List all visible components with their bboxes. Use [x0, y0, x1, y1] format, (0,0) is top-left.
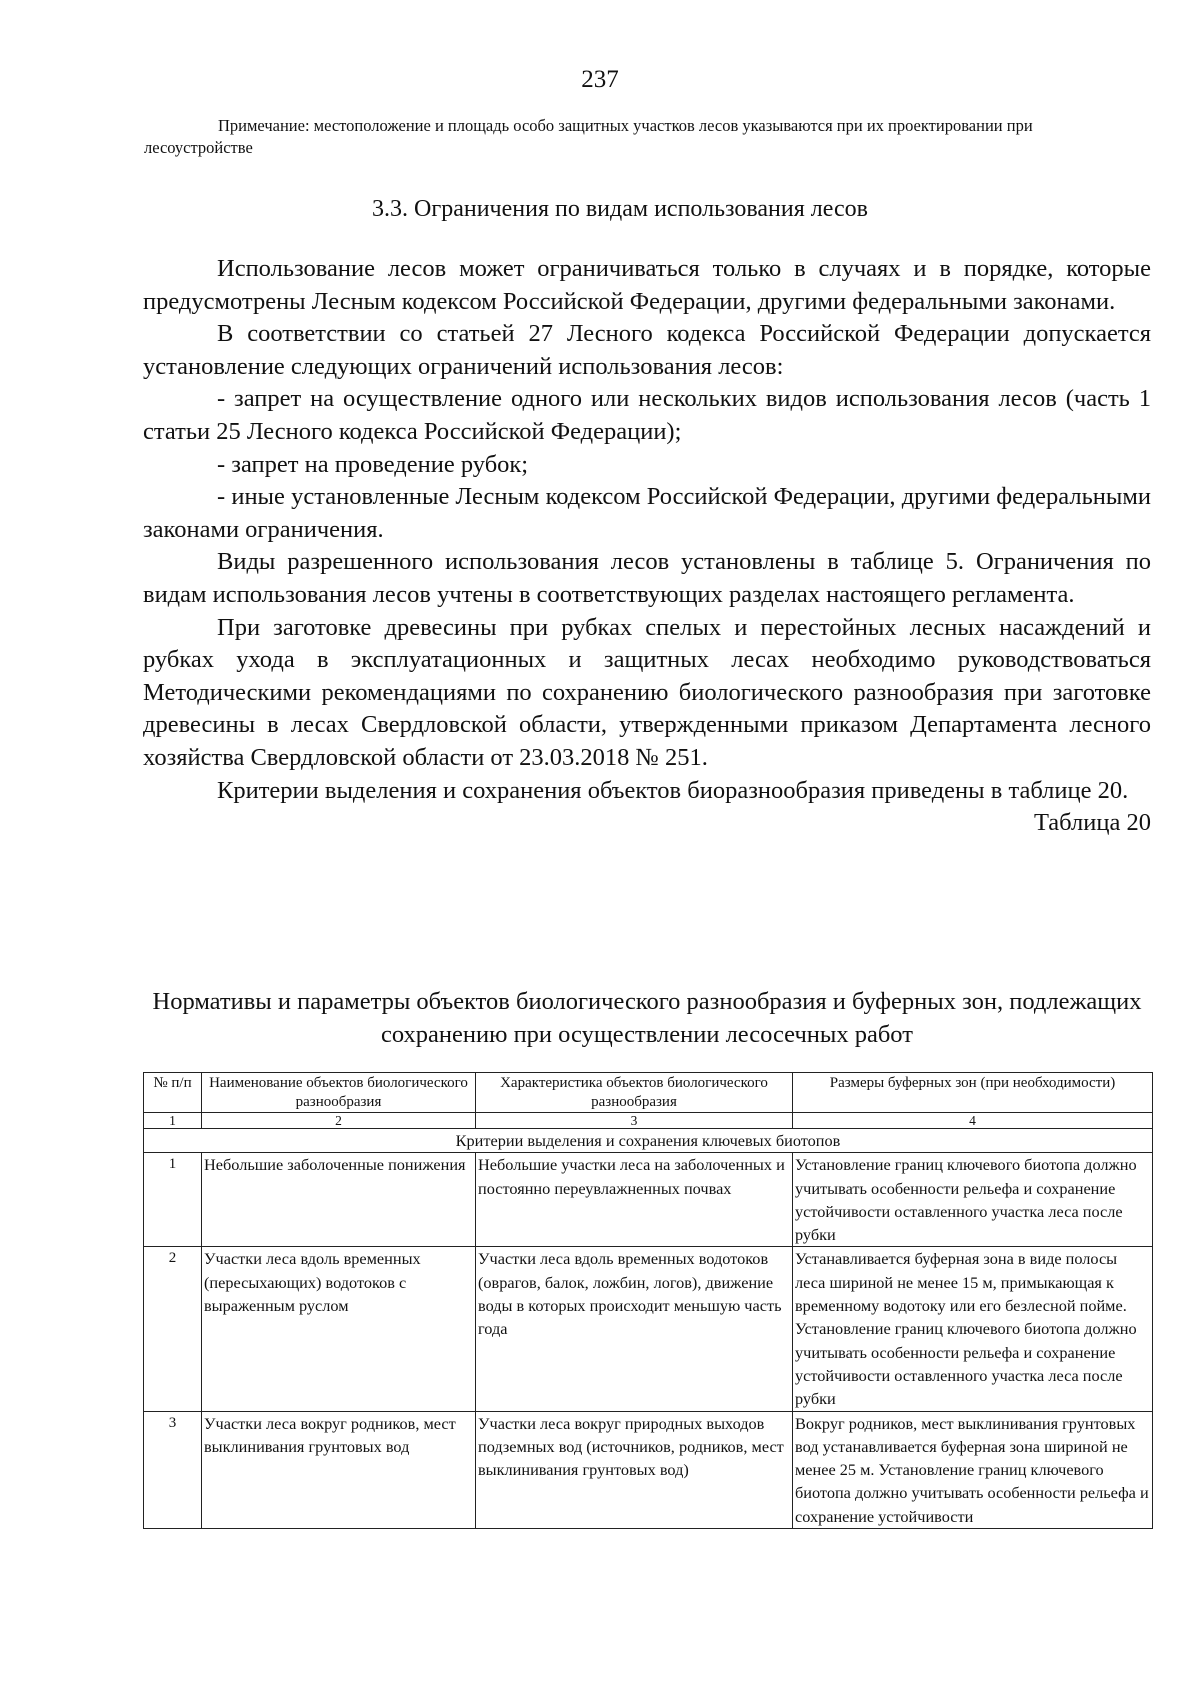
- paragraph: В соответствии со статьей 27 Лесного кодекса Российской Федерации допускается установление следующих ограничений использования лесов:: [143, 320, 1151, 380]
- table-header-row: [144, 1073, 1153, 1113]
- buffer-zone: Вокруг родников, мест выклинивания грунтовых вод устанавливается буферная зона шириной не менее 25 м. Установление границ ключевого биотопа должно учитывать особенности рельефа и сохранение устойчивости: [793, 1411, 1153, 1528]
- object-characteristic: Небольшие участки леса на заболоченных и постоянно переувлажненных почвах: [476, 1153, 793, 1247]
- column-header: Наименование объектов биологического разнообразия: [202, 1073, 476, 1113]
- paragraph: Виды разрешенного использования лесов установлены в таблице 5. Ограничения по видам использования лесов учтены в соответствующих разделах настоящего регламента.: [143, 548, 1151, 608]
- table-row: [144, 1411, 1153, 1528]
- row-number: 3: [144, 1411, 202, 1528]
- column-number: 1: [144, 1113, 202, 1129]
- paragraph: Использование лесов может ограничиваться только в случаях и в порядке, которые предусмотрены Лесным кодексом Российской Федерации, другими федеральными законами.: [143, 255, 1151, 315]
- table-title: Нормативы и параметры объектов биологического разнообразия и буферных зон, подлежащих сохранению при осуществлении лесосечных работ: [152, 988, 1142, 1048]
- row-number: 1: [144, 1153, 202, 1247]
- object-name: Участки леса вокруг родников, мест выклинивания грунтовых вод: [202, 1411, 476, 1528]
- table-row: [144, 1153, 1153, 1247]
- paragraph: При заготовке древесины при рубках спелых и перестойных лесных насаждений и рубках ухода в эксплуатационных и защитных лесах необходимо руководствоваться Методическими рекомендациями по сохранению биологического разнообразия при заготовке древесины в лесах Свердловской области, утвержденными приказом Департамента лесного хозяйства Свердловской области от 23.03.2018 № 251.: [143, 613, 1151, 771]
- object-name: Небольшие заболоченные понижения: [202, 1153, 476, 1247]
- list-item: - запрет на осуществление одного или нескольких видов использования лесов (часть 1 статьи 25 Лесного кодекса Российской Федерации);: [143, 385, 1151, 445]
- column-header: № п/п: [144, 1073, 202, 1113]
- table-section-row: [144, 1129, 1153, 1153]
- body-text: [143, 253, 1151, 840]
- column-header: Характеристика объектов биологического разнообразия: [476, 1073, 793, 1113]
- list-item: - запрет на проведение рубок;: [217, 450, 529, 478]
- column-number: 3: [476, 1113, 793, 1129]
- biodiversity-table: [143, 1072, 1153, 1529]
- column-number-row: [144, 1113, 1153, 1129]
- row-number: 2: [144, 1247, 202, 1411]
- object-characteristic: Участки леса вдоль временных водотоков (оврагов, балок, ложбин, логов), движение воды в которых происходит меньшую часть года: [476, 1247, 793, 1411]
- buffer-zone: Устанавливается буферная зона в виде полосы леса шириной не менее 15 м, примыкающая к временному водотоку или его безлесной пойме. Установление границ ключевого биотопа должно учитывать особенности рельефа и сохранение устойчивости оставленного участка леса после рубки: [793, 1247, 1153, 1411]
- object-name: Участки леса вдоль временных (пересыхающих) водотоков с выраженным руслом: [202, 1247, 476, 1411]
- object-characteristic: Участки леса вокруг природных выходов подземных вод (источников, родников, мест выклинивания грунтовых вод): [476, 1411, 793, 1528]
- list-item: - иные установленные Лесным кодексом Российской Федерации, другими федеральными законами ограничения.: [143, 483, 1151, 543]
- column-header: Размеры буферных зон (при необходимости): [793, 1073, 1153, 1113]
- paragraph: Критерии выделения и сохранения объектов биоразнообразия приведены в таблице 20.: [217, 776, 1129, 804]
- section-label: Критерии выделения и сохранения ключевых биотопов: [144, 1129, 1153, 1153]
- buffer-zone: Установление границ ключевого биотопа должно учитывать особенности рельефа и сохранение устойчивости оставленного участка леса после рубки: [793, 1153, 1153, 1247]
- table-number: Таблица 20: [1033, 809, 1151, 837]
- page-number: 237: [581, 66, 619, 93]
- table-row: [144, 1247, 1153, 1411]
- column-number: 4: [793, 1113, 1153, 1129]
- section-heading: 3.3. Ограничения по видам использования лесов: [372, 196, 868, 222]
- note: Примечание: местоположение и площадь особо защитных участков лесов указываются при их проектировании при лесоустройстве: [144, 116, 1033, 157]
- column-number: 2: [202, 1113, 476, 1129]
